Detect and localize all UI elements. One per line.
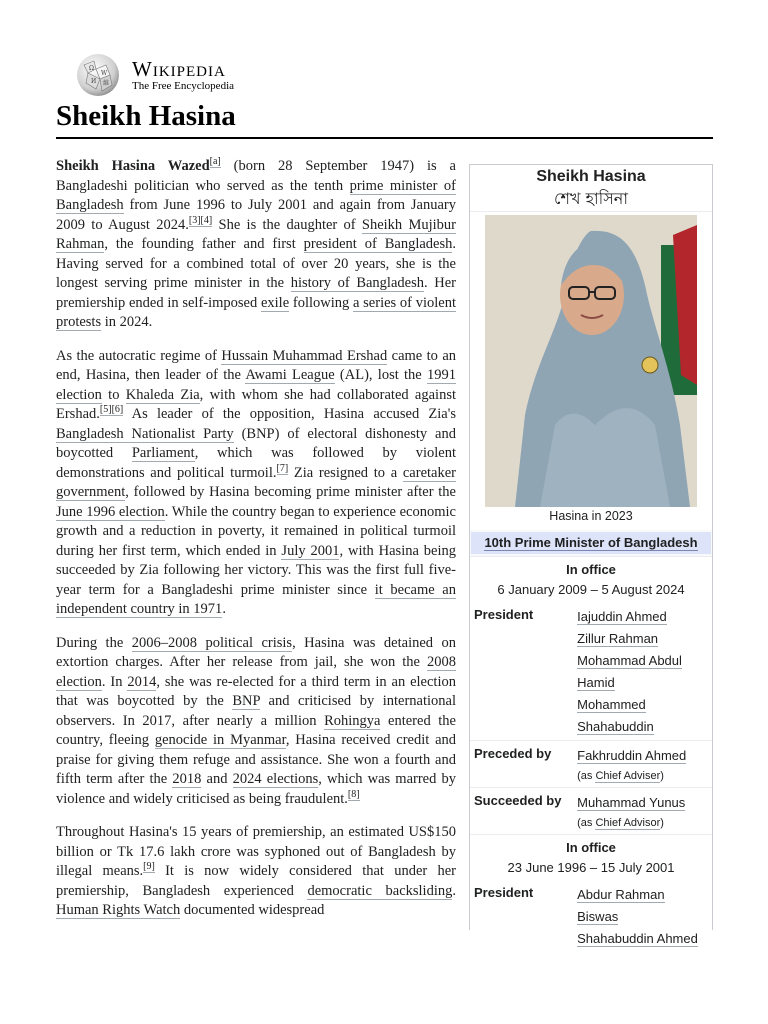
paragraph-1: Sheikh Hasina Wazed[a] (born 28 September 1947) is a Bangladeshi politician who served as the tenth prime minister of Bangladesh from June 1996 to July 2001 and again from January 2009 to August 2024.[3][4] She is the daughter of Sheikh Mujibur Rahman, the founding father and first president of Bangladesh. Having served for a combined total of over 20 years, she is the longest serving prime minister in the history of Bangladesh. Her premiership ended in self-imposed exile following a series of violent protests in 2024. [56, 156, 457, 330]
link-hrw[interactable]: Human Rights Watch [56, 902, 181, 918]
ref-6[interactable]: [6] [111, 404, 124, 416]
link-democratic-backsliding[interactable]: democratic backsliding [307, 882, 453, 899]
infobox-title: Sheikh Hasina [470, 165, 712, 187]
succeeded-value: Muhammad Yunus (as Chief Advisor) [577, 795, 686, 829]
portrait-image[interactable] [485, 215, 697, 507]
site-tagline: The Free Encyclopedia [132, 79, 235, 92]
term-dates: 6 January 2009 – 5 August 2024 [497, 582, 685, 597]
page-title: Sheikh Hasina [56, 100, 236, 132]
note-a[interactable]: [a] [209, 156, 221, 168]
preceded-value: Fakhruddin Ahmed (as Chief Adviser) [577, 748, 687, 782]
president-list [577, 884, 708, 950]
link-june-1996[interactable]: June 1996 election [56, 503, 165, 520]
president-link[interactable]: Mohammed Shahabuddin [577, 697, 654, 734]
link-2018[interactable]: 2018 [172, 771, 202, 787]
president-row [470, 602, 712, 740]
ref-8[interactable]: [8] [347, 788, 360, 800]
infobox [469, 164, 713, 946]
president-link[interactable]: Iajuddin Ahmed [577, 609, 667, 624]
link-2008-election[interactable]: 2008 election [56, 654, 456, 690]
succeeded-row [470, 787, 712, 834]
wikipedia-globe-icon [74, 53, 122, 97]
link-1991-election[interactable]: 1991 election [56, 367, 456, 403]
president-label: President [474, 607, 534, 622]
link-exile[interactable]: exile [260, 294, 290, 311]
link-independence[interactable]: it became an independent country in 1971 [56, 581, 456, 617]
link-prime-minister[interactable]: prime minister of Bangladesh [56, 177, 457, 213]
infobox-native-name: শেখ হাসিনা [470, 187, 712, 212]
link-caretaker[interactable]: caretaker government [56, 464, 456, 500]
article-body [56, 157, 456, 935]
link-history[interactable]: history of Bangladesh [290, 275, 424, 291]
link-genocide[interactable]: genocide in Myanmar [154, 732, 286, 748]
link-2014[interactable]: 2014 [127, 673, 157, 690]
preceded-label: Preceded by [474, 746, 552, 761]
paragraph-2: As the autocratic regime of Hussain Muhammad Ershad came to an end, Hasina, then leader of the Awami League (AL), lost the 1991 election to Khaleda Zia, with whom she had collaborated against Ershad.[5][6] As leader of the opposition, Hasina accused Zia's Bangladesh Nationalist Party (BNP) of electoral dishonesty and boycotted Parliament, which was followed by violent demonstrations and political turmoil.[7] Zia resigned to a caretaker government, followed by Hasina becoming prime minister after the June 1996 election. While the country began to experience economic growth and a reduction in poverty, it remained in political turmoil during her first term, which ended in July 2001, with Hasina being succeeded by Zia following her victory. This was the first full five-year term for a Bangladeshi prime minister since it became an independent country in 1971. [56, 347, 457, 617]
paragraph-4: Throughout Hasina's 15 years of premiership, an estimated US$150 billion or Tk 17.6 lakh crore was syphoned out of Bangladesh by illegal means.[9] It is now widely considered that under her premiership, Bangladesh experienced democratic backsliding. Human Rights Watch documented widespread [56, 824, 456, 918]
link-sheikh-mujibur[interactable]: Sheikh Mujibur Rahman [56, 216, 457, 252]
term-1996-2001 [470, 834, 712, 952]
link-president[interactable]: president of Bangladesh [303, 236, 453, 252]
ref-5[interactable]: [5] [99, 404, 112, 416]
link-july-2001[interactable]: July 2001 [281, 542, 340, 559]
svg-text:Ω: Ω [89, 65, 94, 72]
link-rohingya[interactable]: Rohingya [324, 712, 381, 729]
link-bnp[interactable]: Bangladesh Nationalist Party [56, 425, 234, 442]
term-2009-2024 [470, 556, 712, 834]
preceded-row [470, 740, 712, 787]
link-khaleda-zia[interactable]: Khaleda Zia [125, 386, 200, 403]
svg-text:維: 維 [103, 80, 110, 87]
in-office-label: In office [566, 562, 616, 577]
chief-advisor-link[interactable]: Chief Advisor [595, 817, 661, 829]
president-link[interactable]: Mohammad Abdul Hamid [577, 653, 682, 690]
link-parliament[interactable]: Parliament [131, 445, 195, 461]
succeeded-label: Succeeded by [474, 793, 562, 808]
president-list [577, 606, 708, 738]
president-link[interactable]: Zillur Rahman [577, 631, 659, 646]
link-2024-elections[interactable]: 2024 elections [232, 771, 319, 787]
president-link[interactable]: Abdur Rahman Biswas [577, 887, 665, 924]
office-link[interactable]: 10th Prime Minister of Bangladesh [484, 535, 698, 550]
term-dates: 23 June 1996 – 15 July 2001 [507, 860, 675, 875]
svg-text:W: W [101, 70, 108, 77]
link-protests[interactable]: a series of violent protests [56, 294, 456, 330]
president-row [470, 880, 712, 952]
predecessor-link[interactable]: Fakhruddin Ahmed [577, 748, 687, 763]
successor-link[interactable]: Muhammad Yunus [577, 795, 686, 810]
image-caption: Hasina in 2023 [549, 509, 633, 523]
in-office-label: In office [566, 840, 616, 855]
subject-name: Sheikh Hasina Wazed [56, 158, 210, 174]
wikipedia-logo[interactable] [74, 52, 234, 98]
president-link[interactable]: Shahabuddin Ahmed [577, 931, 698, 946]
site-name: Wikipedia [132, 56, 226, 81]
link-ershad[interactable]: Hussain Muhammad Ershad [221, 347, 388, 364]
link-awami-league[interactable]: Awami League [245, 367, 335, 383]
infobox-image-cell [470, 212, 712, 530]
link-political-crisis[interactable]: 2006–2008 political crisis [131, 634, 293, 651]
title-divider [56, 137, 713, 139]
ref-3[interactable]: [3] [188, 214, 201, 226]
chief-adviser-link[interactable]: Chief Adviser [595, 770, 661, 782]
link-bnp-2[interactable]: BNP [232, 693, 261, 709]
svg-text:И: И [91, 78, 97, 85]
president-label: President [474, 885, 534, 900]
paragraph-3: During the 2006–2008 political crisis, Hasina was detained on extortion charges. After her release from jail, she won the 2008 election. In 2014, she was re-elected for a third term in an election that was boycotted by the BNP and criticised by international observers. In 2017, after nearly a million Rohingya entered the country, fleeing genocide in Myanmar, Hasina received credit and praise for giving them refuge and assistance. She won a fourth and fifth term after the 2018 and 2024 elections, which was marred by violence and widely criticised as being fraudulent.[8] [56, 634, 457, 807]
ref-7[interactable]: [7] [276, 462, 289, 474]
office-header [471, 532, 711, 554]
ref-9[interactable]: [9] [143, 861, 155, 873]
ref-4[interactable]: [4] [200, 214, 213, 226]
